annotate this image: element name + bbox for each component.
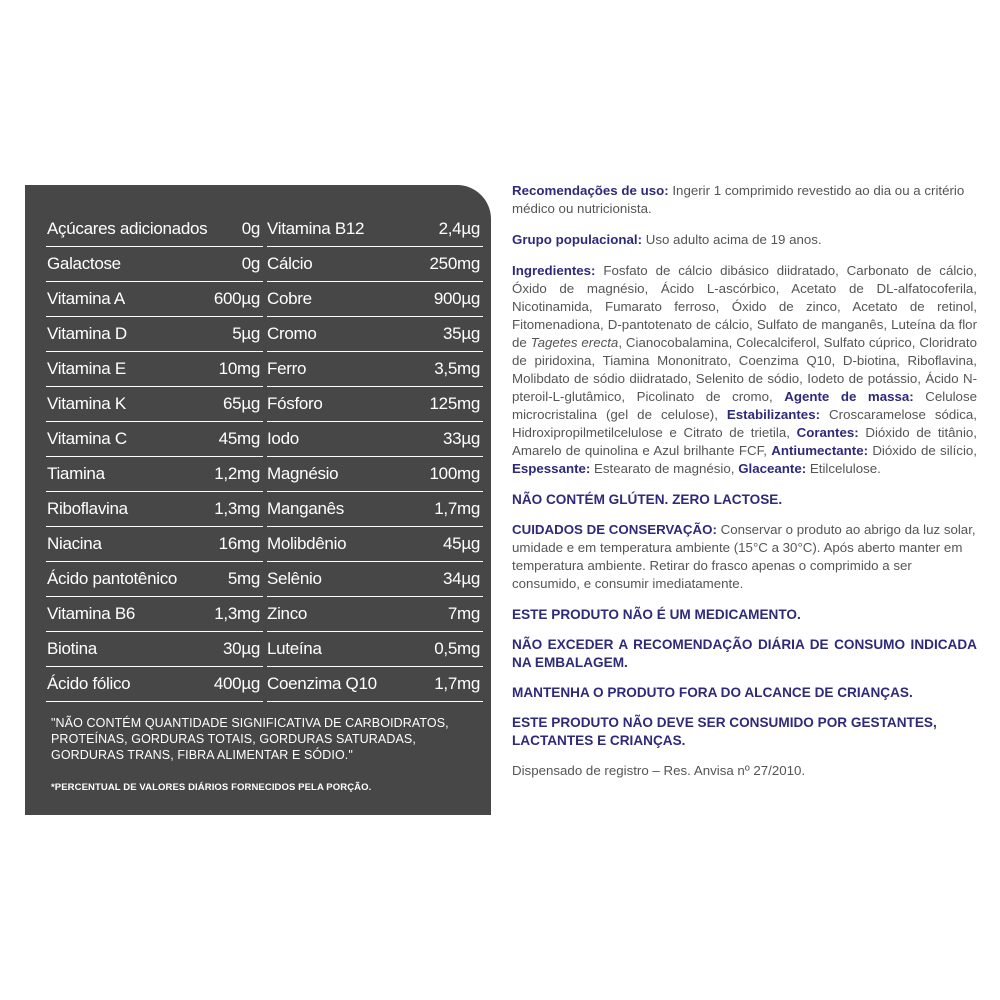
thickener-label: Espessante: [512, 461, 591, 476]
nutrient-name: Selênio [267, 569, 322, 588]
nutrient-value: 45µg [443, 534, 480, 553]
nutrient-value: 0,5mg [434, 639, 480, 658]
nutrient-name: Galactose [47, 254, 121, 273]
nutrient-name: Coenzima Q10 [267, 674, 377, 693]
colorants-label: Corantes: [796, 425, 859, 440]
nutrient-row [46, 562, 263, 597]
stabilizers-label: Estabilizantes: [726, 407, 821, 422]
nutrient-row [267, 422, 483, 457]
nutrient-value: 2,4µg [438, 219, 480, 238]
nutrient-value: 35µg [443, 324, 480, 343]
usage-recommendation [512, 182, 977, 218]
nutrient-value: 0g [241, 219, 260, 238]
nutrient-name: Manganês [267, 499, 344, 518]
nutrition-column-left [46, 212, 263, 702]
nutrient-name: Vitamina K [47, 394, 126, 413]
nutrient-name: Ácido fólico [47, 674, 131, 693]
ingredients-text-2: , Cianocobalamina, Colecalciferol, Sulfato cúprico, Cloridrato de piridoxina, Tiamina Mononitrato, Coenzima Q10, D-biotina, Riboflavina, Molibdato de sódio diidratado, Selenito de sódio, Iodeto de potássio, Ácido N-pteroil-L-glutâmico, Picolinato de cromo, [512, 335, 977, 404]
nutrient-name: Fósforo [267, 394, 323, 413]
nutrient-value: 16mg [218, 534, 260, 553]
nutrient-name: Cobre [267, 289, 312, 308]
nutrient-value: 65µg [223, 394, 260, 413]
nutrient-name: Cromo [267, 324, 317, 343]
population-text: Uso adulto acima de 19 anos. [642, 232, 822, 247]
nutrient-value: 5µg [232, 324, 260, 343]
ingredients-italic: Tagetes erecta [530, 335, 619, 350]
nutrient-name: Ferro [267, 359, 307, 378]
warning-not-exceed: NÃO EXCEDER A RECOMENDAÇÃO DIÁRIA DE CONSUMO INDICADA NA EMBALAGEM. [512, 637, 977, 670]
nutrient-value: 33µg [443, 429, 480, 448]
nutrient-row [267, 282, 483, 317]
bulking-agent-text: Celulose microcristalina (gel de celulose), [512, 389, 977, 422]
ingredients-label: Ingredientes: [512, 263, 596, 278]
population-label: Grupo populacional: [512, 232, 643, 247]
nutrient-row [46, 632, 263, 667]
nutrient-value: 600µg [213, 289, 260, 308]
nutrient-row [267, 352, 483, 387]
ingredients [512, 262, 977, 478]
nutrient-row [46, 667, 263, 702]
ingredients-text-1: Fosfato de cálcio dibásico diidratado, Carbonato de cálcio, Óxido de magnésio, Ácido L-ascórbico, Acetato de DL-alfatocoferila, Nicotinamida, Fumarato ferroso, Óxido de zinco, Acetato de retinol, Fitomenadiona, D-pantotenato de cálcio, Sulfato de manganês, Luteína da flor de [512, 263, 977, 350]
registration-note: Dispensado de registro – Res. Anvisa nº 27/2010. [512, 763, 806, 778]
nutrient-name: Zinco [267, 604, 308, 623]
nutrient-name: Molibdênio [267, 534, 347, 553]
nutrient-row [46, 352, 263, 387]
nutrient-row [46, 422, 263, 457]
nutrition-footnote: *PERCENTUAL DE VALORES DIÁRIOS FORNECIDOS PELA PORÇÃO. [51, 782, 372, 793]
nutrient-row [267, 527, 483, 562]
usage-label: Recomendações de uso: [512, 183, 669, 198]
nutrient-name: Tiamina [47, 464, 105, 483]
nutrient-row [267, 597, 483, 632]
nutrient-value: 1,3mg [214, 604, 260, 623]
nutrient-value: 34µg [443, 569, 480, 588]
glazing-label: Glaceante: [738, 461, 807, 476]
nutrient-name: Ácido pantotênico [47, 569, 178, 588]
anticaking-text: Dióxido de silício, [868, 443, 977, 458]
nutrient-name: Vitamina A [47, 289, 125, 308]
nutrient-row [46, 597, 263, 632]
warning-not-medicine: ESTE PRODUTO NÃO É UM MEDICAMENTO. [512, 607, 801, 622]
nutrient-row [267, 632, 483, 667]
nutrient-row [46, 457, 263, 492]
nutrient-row [46, 212, 263, 247]
nutrient-value: 1,2mg [214, 464, 260, 483]
nutrient-value: 3,5mg [434, 359, 480, 378]
nutrient-value: 1,3mg [214, 499, 260, 518]
storage-care [512, 521, 977, 593]
storage-label: CUIDADOS DE CONSERVAÇÃO: [512, 522, 717, 537]
nutrient-value: 250mg [429, 254, 480, 273]
nutrient-value: 10mg [218, 359, 260, 378]
nutrient-name: Cálcio [267, 254, 313, 273]
nutrient-row [46, 317, 263, 352]
nutrient-value: 400µg [213, 674, 260, 693]
anticaking-label: Antiumectante: [771, 443, 869, 458]
usage-text: Ingerir 1 comprimido revestido ao dia ou a critério médico ou nutricionista. [512, 183, 965, 216]
product-info [512, 182, 977, 793]
nutrient-row [267, 247, 483, 282]
nutrient-value: 5mg [227, 569, 260, 588]
nutrition-note: "NÃO CONTÉM QUANTIDADE SIGNIFICATIVA DE CARBOIDRATOS, PROTEÍNAS, GORDURAS TOTAIS, GORDURAS SATURADAS, GORDURAS TRANS, FIBRA ALIMENTAR E SÓDIO." [51, 716, 449, 762]
nutrient-name: Niacina [47, 534, 102, 553]
nutrition-panel [25, 185, 491, 815]
colorants-text: Dióxido de titânio, Amarelo de quinolina e Azul brilhante FCF, [512, 425, 977, 458]
nutrient-row [267, 667, 483, 702]
glazing-text: Etilcelulose. [806, 461, 881, 476]
nutrient-row [267, 457, 483, 492]
population-group [512, 231, 977, 249]
nutrient-value: 900µg [433, 289, 480, 308]
nutrient-name: Iodo [267, 429, 299, 448]
nutrient-name: Biotina [47, 639, 97, 658]
nutrient-row [46, 387, 263, 422]
nutrient-row [46, 492, 263, 527]
nutrient-value: 1,7mg [434, 674, 480, 693]
nutrient-value: 125mg [429, 394, 480, 413]
warning-pregnant: ESTE PRODUTO NÃO DEVE SER CONSUMIDO POR GESTANTES, LACTANTES E CRIANÇAS. [512, 715, 937, 748]
nutrient-name: Luteína [267, 639, 322, 658]
nutrient-value: 7mg [447, 604, 480, 623]
thickener-text: Estearato de magnésio, [590, 461, 739, 476]
bulking-agent-label: Agente de massa: [784, 389, 914, 404]
nutrient-row [267, 492, 483, 527]
nutrient-value: 0g [241, 254, 260, 273]
nutrient-row [267, 317, 483, 352]
nutrient-value: 30µg [223, 639, 260, 658]
nutrient-value: 100mg [429, 464, 480, 483]
nutrient-row [267, 212, 483, 247]
nutrient-name: Vitamina B6 [47, 604, 136, 623]
gluten-statement: NÃO CONTÉM GLÚTEN. ZERO LACTOSE. [512, 492, 783, 507]
storage-text: Conservar o produto ao abrigo da luz solar, umidade e em temperatura ambiente (15°C a 30°C). Após aberto manter em temperatura ambiente. Retirar do frasco apenas o comprimido a ser consumido, e consumir imediatamente. [512, 522, 976, 591]
stabilizers-text: Croscaramelose sódica, Hidroxipropilmetilcelulose e Citrato de trietila, [512, 407, 978, 440]
nutrient-name: Vitamina D [47, 324, 127, 343]
nutrient-name: Riboflavina [47, 499, 128, 518]
nutrient-name: Magnésio [267, 464, 339, 483]
nutrient-name: Vitamina C [47, 429, 127, 448]
nutrient-row [46, 247, 263, 282]
nutrient-name: Vitamina B12 [267, 219, 365, 238]
nutrient-row [46, 282, 263, 317]
nutrition-column-right [267, 212, 483, 702]
warning-children: MANTENHA O PRODUTO FORA DO ALCANCE DE CRIANÇAS. [512, 685, 913, 700]
nutrient-row [267, 387, 483, 422]
nutrient-row [46, 527, 263, 562]
nutrient-name: Açúcares adicionados [47, 219, 208, 238]
nutrient-row [267, 562, 483, 597]
nutrient-value: 1,7mg [434, 499, 480, 518]
nutrient-value: 45mg [218, 429, 260, 448]
nutrient-name: Vitamina E [47, 359, 126, 378]
